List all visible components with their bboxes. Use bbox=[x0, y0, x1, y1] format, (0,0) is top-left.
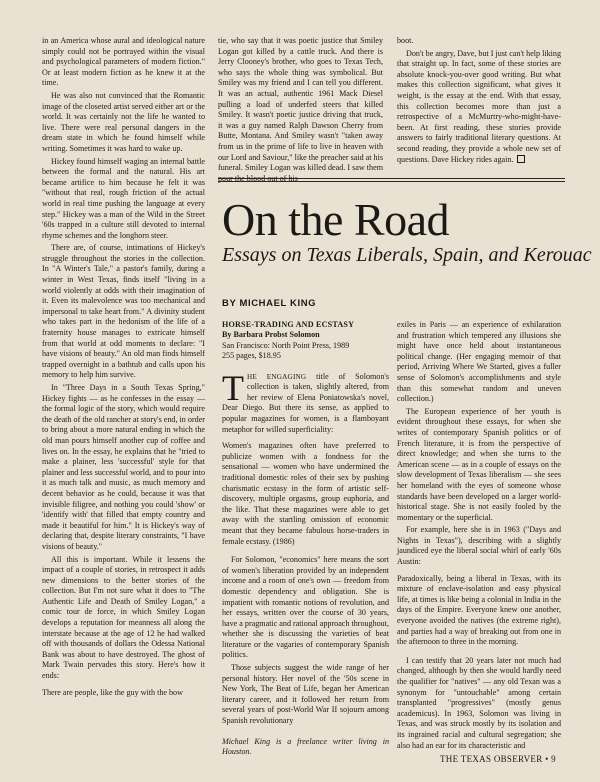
lead-paragraph bbox=[222, 367, 389, 436]
article-byline: BY MICHAEL KING bbox=[222, 298, 317, 309]
paragraph: tie, who say that it was poetic justice that Smiley Logan got killed by a cattle truck. And there is Jerry Clooney's brother, who goes to Texas Tech, who says the whole thing was symbolical. But Smiley was my friend and I can tell you different. It was an actual, authentic 1961 Mack Diesel pulling a load of underfed steers that killed Smiley. It wasn't poetic justice driving that truck, it was a guy named Ralph Dawson Cherry from Butte, Montana. And Smiley wasn't "taken away from us in the prime of life to live in heaven with our Lord and Saviour," like the preacher said at his funeral. Smiley Logan was killed dead. I saw them pour the blood out of his bbox=[218, 36, 383, 183]
paragraph: For Solomon, "economics" here means the sort of women's liberation provided by an independent income and a room of one's own — freedom from domestic dependency and obligation. She is impatient with romantic notions of revolution, and her essays, written over the course of 30 years, have a pragmatic and rational approach throughout, whether she is discussing the varieties of beat literature or the vagaries of contemporary Spanish politics. bbox=[222, 555, 389, 660]
lead-text: title of Solomon's collection is taken, slightly altered, from her review of Elena Poniatowska's novel, Dear Diego. But there its sense, as applied to popular magazines for women, is a flamboyant metaphor for willed superficiality: bbox=[222, 371, 389, 434]
paragraph-text: Don't be angry, Dave, but I just can't help liking that straight up. In fact, some of these stories are absolute knock-you-over good writing. But what makes this collection significant, what gives it weight, is the essay at the end. With that essay, this collection becomes more than just a retrospective of a McMurtry-who-might-have-been. At first reading, these stories provide answers to fairly traditional literary questions. At second reading, they provide a whole new set of questions. Dave Hickey rides again. bbox=[397, 48, 562, 164]
book-publisher: San Francisco: North Point Press, 1989 bbox=[222, 340, 350, 350]
section-divider-thin bbox=[218, 181, 565, 182]
paragraph: He was also not convinced that the Romantic image of the closeted artist served either art or the world. It was certainly not the life he wanted to live. There were real personal dangers in the dream state in which he found himself while writing. Sometimes it was hard to wake up. bbox=[42, 90, 205, 153]
page-footer: THE TEXAS OBSERVER • 9 bbox=[440, 754, 556, 764]
article-subheadline: Essays on Texas Liberals, Spain, and Kerouac bbox=[222, 244, 592, 266]
book-title: HORSE-TRADING AND ECSTASY bbox=[222, 320, 355, 329]
book-author: By Barbara Probst Solomon bbox=[222, 330, 320, 340]
paragraph: There are, of course, intimations of Hickey's struggle throughout the stories in the collection. In "A Winter's Tale," a pastor's family, during a winter in West Texas, finds itself "living in a world violently at odds with their imagination of it. Even its malevolence was too mechanical and impersonal to take heart from." A divinity student who takes part in the hedonism of the life of a fraternity house manages to extricate himself from that world at odd moments to declare: "I have visions of beauty." An old man finds himself trapped overnight in a bathtub and calls upon his memory to help him survive. bbox=[42, 243, 205, 380]
drop-cap: T bbox=[222, 367, 244, 408]
block-quote: Women's magazines often have preferred to publicize women with a fondness for the sensational — women who have undermined the traditional domestic roles of their sex by pushing charismatic ecstasy in the form of artistic self-discovery, multiple orgasms, group euphoria, and the like. That these magazines were able to get away with the startling omission of economic meant that they became fabulous horse-traders in female ecstasy. (1986) bbox=[222, 441, 389, 546]
paragraph: For example, here she is in 1963 ("Days and Nights in Texas"), describing with a slightly jaundiced eye the liberal social whirl of early '60s Austin: bbox=[397, 525, 561, 567]
lead-caps: HE ENGAGING bbox=[247, 372, 307, 381]
paragraph: Hickey found himself waging an internal battle between the formal and the natural. His art became artifice to him because he felt it was "without that real, rough friction of the actual world in real time pushing the language at every step." Hickey was a man of the Wild in the Street '60s trapped in a culture still devoted to internal rhyme schemes and the longhorn steer. bbox=[42, 156, 205, 240]
author-bio: Michael King is a freelance writer living in Houston. bbox=[222, 736, 389, 757]
book-pages-price: 255 pages, $18.95 bbox=[222, 351, 281, 361]
paragraph: boot. bbox=[397, 36, 414, 45]
paragraph: in an America whose aural and ideological nature simply could not be portrayed within the visual and psychological parameters of modern fiction." Or at least modern fiction as he knew it at the time. bbox=[42, 36, 205, 88]
section-divider bbox=[218, 178, 565, 179]
column-middle-continued bbox=[218, 36, 383, 186]
paragraph: In "Three Days in a South Texas Spring," Hickey fights — as he confesses in the essay — the formal logic of the story, which would require the death of the old rancher at story's end, in order to bring about a more natural ending in which the old man pours himself another cup of coffee and lives on. In the essay, he explains that he "tried to make a plainer, less 'successful' style for that plainer and less successful world, and to pour into it as much talk and music, as much memory and decent behavior as he could, because it was that invisible filigree, and nothing you could 'show' or 'identify with' that filled that empty country and made it beautiful for him." It is Hickey's way of declaring that, despite literary constraints, "I have visions of beauty." bbox=[42, 383, 205, 551]
paragraph: All this is important. While it lessens the impact of a couple of stories, in retrospect it adds new dimensions to the better stories of the collection. But I'm not sure what it does to "The Authentic Life and Death of Smiley Logan," a comic tour de force, in which Smiley Logan develops a reputation for meanness all along the interstate because at the age of 12 he had walked off with thousands of dollars the Odessa National Bank was about to have destroyed. The ghost of Mark Twain pervades this story. Here's how it ends: bbox=[42, 554, 205, 681]
article-headline: On the Road bbox=[222, 194, 450, 245]
quoted-passage: There are people, like the guy with the bow bbox=[42, 687, 183, 697]
paragraph bbox=[397, 49, 561, 166]
column-left-continued bbox=[42, 36, 205, 706]
paragraph: exiles in Paris — an experience of exhilaration and frustration which tempered any illusions she might have once held about instantaneous political change. (Her engaging memoir of that period, Arriving Where We Started, gives a fuller sense of Solomon's accomplishments and style than this somewhat random and uneven collection.) bbox=[397, 320, 561, 404]
end-of-article-mark bbox=[517, 155, 525, 163]
article-column-2 bbox=[397, 320, 561, 753]
paragraph: The European experience of her youth is evident throughout these essays, for when she writes of contemporary Spanish politics or of French literature, it is from the perspective of direct knowledge; and when she turns to the American scene — as in a couple of essays on the slow development of Texas liberalism — she sees her homeland with the eyes of someone whose standards have been developed on a larger world-historical stage. She is not easily fooled by the momentary or the superficial. bbox=[397, 406, 561, 522]
block-quote: Paradoxically, being a liberal in Texas, with its mixture of enclave-isolation and easy physical life, at times is like being a colonial in India in the days of the Empire. Everyone knew one another, everyone avoided the natives (the extreme right), and parties had a way of breaking out from one in the afternoon to three in the morning. bbox=[397, 573, 561, 647]
paragraph: Those subjects suggest the wide range of her personal history. Her novel of the '50s scene in New York, The Beat of Life, began her American literary career, and it followed her return from several years of post-World War II sojourn among Spanish revolutionary bbox=[222, 663, 389, 726]
paragraph: I can testify that 20 years later not much had changed, although by then she would hardly need the qualifier for "natives" — any old Texan was a synonym for "untouchable" among certain transplanted "progressives" (mostly genus academicus). In 1963, Solomon was living in Texas, and was struck mostly by its isolation and its ingrained racial and cultural segregation; she also had an ear for its characteristic and bbox=[397, 655, 561, 750]
article-column-1 bbox=[222, 320, 389, 760]
column-right-continued bbox=[397, 36, 561, 167]
book-info bbox=[222, 320, 389, 362]
